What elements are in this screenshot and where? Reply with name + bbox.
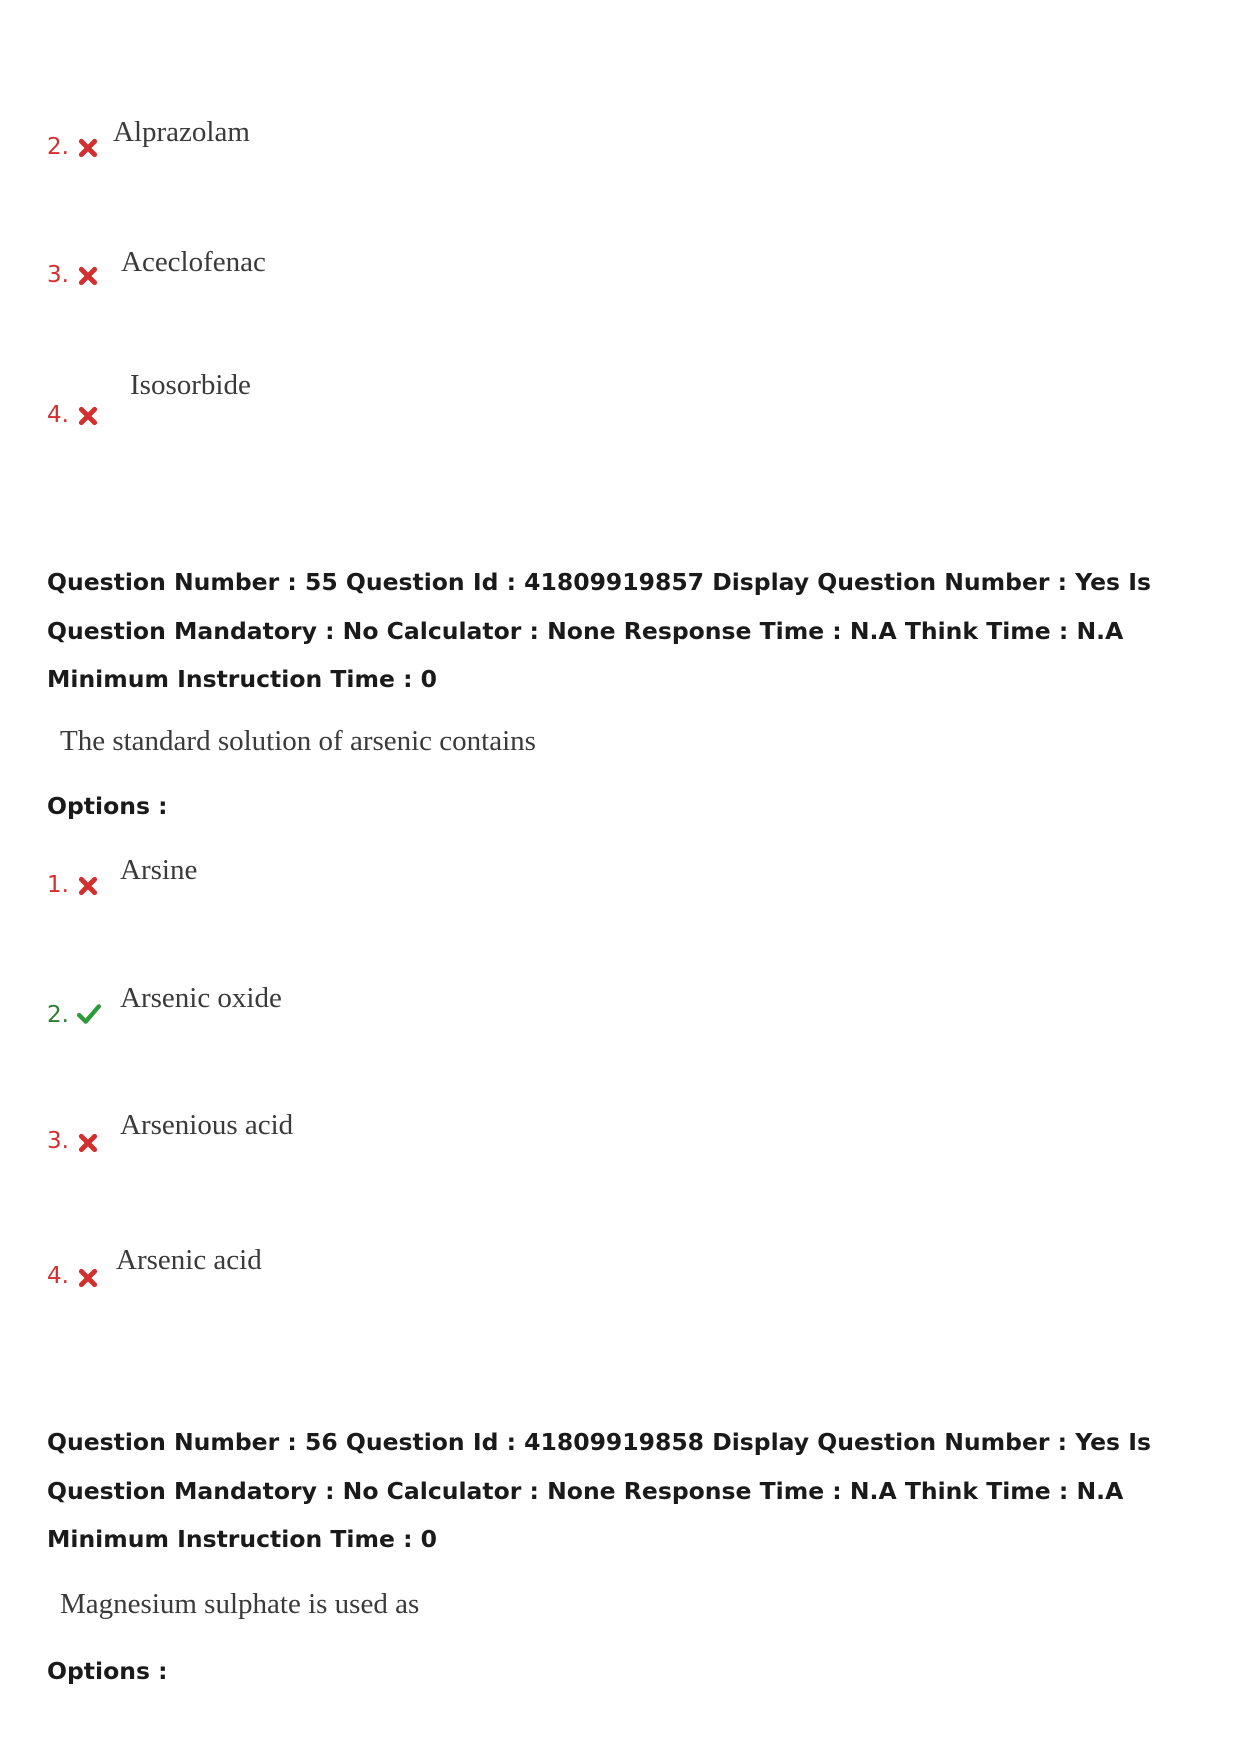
cross-icon [77,265,99,287]
option-item [47,1243,647,1289]
option-item [47,853,647,898]
option-item [47,1108,647,1154]
option-item [47,981,647,1028]
cross-icon [77,405,99,427]
option-text: Arsenic oxide [120,982,282,1014]
cross-icon [77,1267,99,1289]
option-item [47,368,647,428]
option-text: Arsenious acid [120,1109,294,1141]
option-text: Aceclofenac [121,246,266,278]
options-label: Options : [47,792,168,820]
option-text: Alprazolam [113,116,250,148]
option-text: Isosorbide [130,369,251,401]
option-text: Arsine [120,854,198,886]
option-number: 4. [47,1263,69,1289]
question-header: Question Number : 55 Question Id : 41809919857 Display Question Number : Yes Is Question Mandatory : No Calculator : None Response Time : N.A Think Time : N.A Minimum Instruction Time : 0 [47,568,1151,693]
option-text: Arsenic acid [116,1244,262,1276]
option-number: 2. [47,1002,69,1028]
option-item [47,245,647,288]
question-header: Question Number : 56 Question Id : 41809919858 Display Question Number : Yes Is Question Mandatory : No Calculator : None Response Time : N.A Think Time : N.A Minimum Instruction Time : 0 [47,1428,1151,1553]
cross-icon [77,875,99,897]
cross-icon [77,1132,99,1154]
question-text: Magnesium sulphate is used as [60,1588,420,1620]
options-label: Options : [47,1657,168,1685]
check-icon [77,1003,101,1025]
question-text: The standard solution of arsenic contains [60,725,536,757]
option-number: 3. [47,1128,69,1154]
option-number: 3. [47,262,69,288]
option-number: 2. [47,134,69,160]
cross-icon [77,137,99,159]
option-number: 4. [47,402,69,428]
option-item [47,115,647,160]
option-number: 1. [47,872,69,898]
